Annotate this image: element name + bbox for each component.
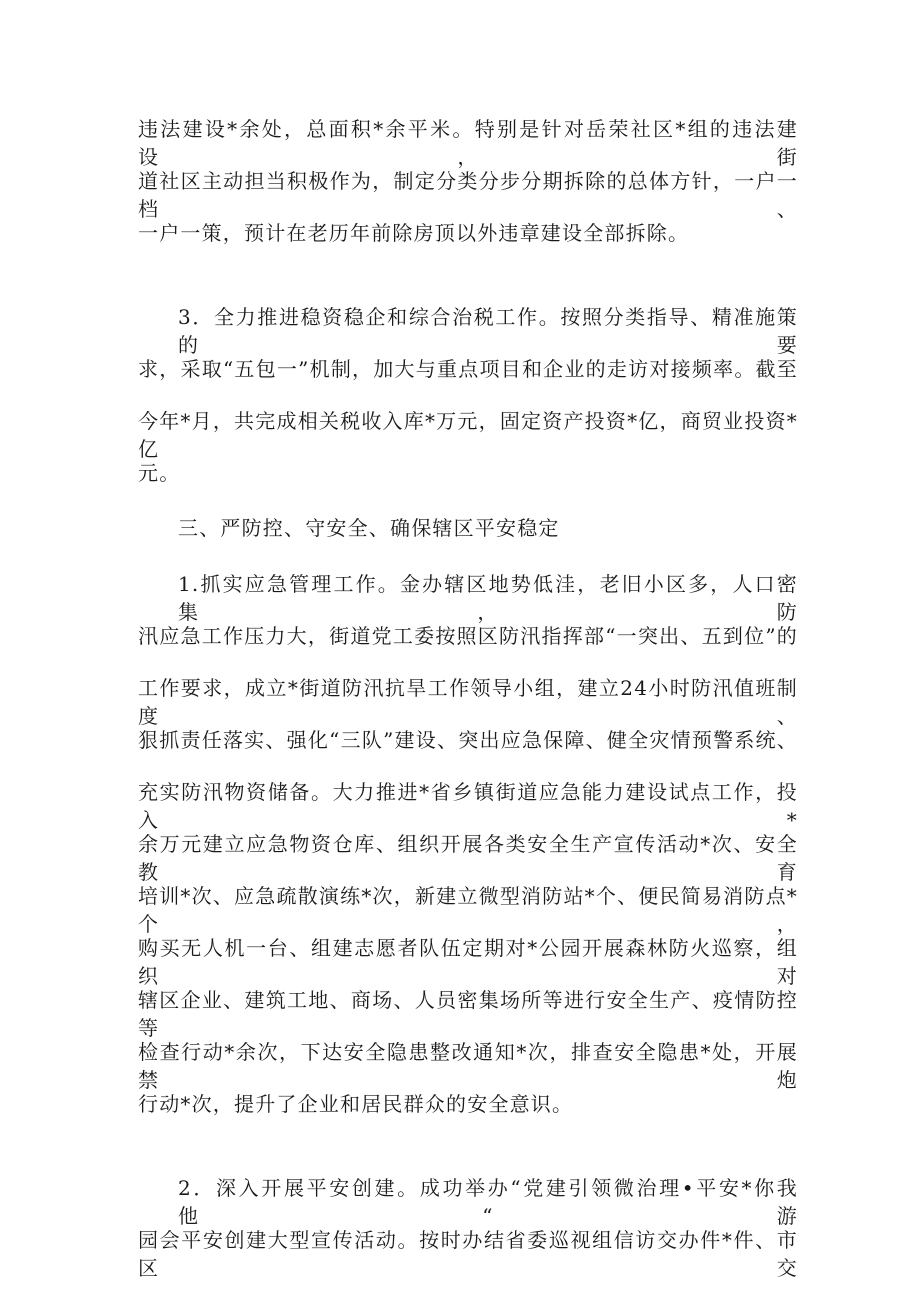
text-line: 今年*月，共完成相关税收入库*万元，固定资产投资*亿，商贸业投资*亿 — [138, 409, 798, 461]
text-line: 2．深入开展平安创建。成功举办“党建引领微治理•平安*你我他“游 — [178, 1176, 798, 1228]
text-line: 道社区主动担当积极作为，制定分类分步分期拆除的总体方针，一户一档、 — [138, 169, 798, 221]
text-line: 购买无人机一台、组建志愿者队伍定期对*公园开展森林防火巡察，组织对 — [138, 936, 798, 988]
text-line: 汛应急工作压力大，街道党工委按照区防汛指挥部“一突出、五到位”的 — [138, 624, 798, 648]
text-line: 3．全力推进稳资稳企和综合治税工作。按照分类指导、精准施策的要 — [178, 305, 798, 357]
text-line: 求，采取“五包一”机制，加大与重点项目和企业的走访对接频率。截至 — [138, 357, 798, 381]
text-line: 狠抓责任落实、强化“三队”建设、突出应急保障、健全灾情预警系统、 — [138, 728, 798, 752]
text-line: 行动*次，提升了企业和居民群众的安全意识。 — [138, 1092, 574, 1116]
text-line: 违法建设*余处，总面积*余平米。特别是针对岳荣社区*组的违法建设，街 — [138, 117, 798, 169]
text-line: 充实防汛物资储备。大力推进*省乡镇街道应急能力建设试点工作，投入* — [138, 780, 798, 832]
text-line: 一户一策，预计在老历年前除房顶以外违章建设全部拆除。 — [138, 221, 690, 245]
text-line: 培训*次、应急疏散演练*次，新建立微型消防站*个、便民简易消防点*个， — [138, 884, 798, 936]
text-line: 工作要求，成立*街道防汛抗旱工作领导小组，建立24小时防汛值班制度、 — [138, 676, 798, 728]
text-line: 检查行动*余次，下达安全隐患整改通知*次，排查安全隐患*处，开展禁炮 — [138, 1040, 798, 1092]
text-line: 余万元建立应急物资仓库、组织开展各类安全生产宣传活动*次、安全教育 — [138, 832, 798, 884]
text-line: 元。 — [138, 461, 181, 485]
text-line: 园会平安创建大型宣传活动。按时办结省委巡视组信访交办件*件、市区交 — [138, 1228, 798, 1280]
text-line: 1.抓实应急管理工作。金办辖区地势低洼，老旧小区多，人口密集，防 — [178, 572, 798, 624]
text-line: 辖区企业、建筑工地、商场、人员密集场所等进行安全生产、疫情防控等 — [138, 988, 798, 1040]
section-heading: 三、严防控、守安全、确保辖区平安稳定 — [178, 516, 560, 540]
